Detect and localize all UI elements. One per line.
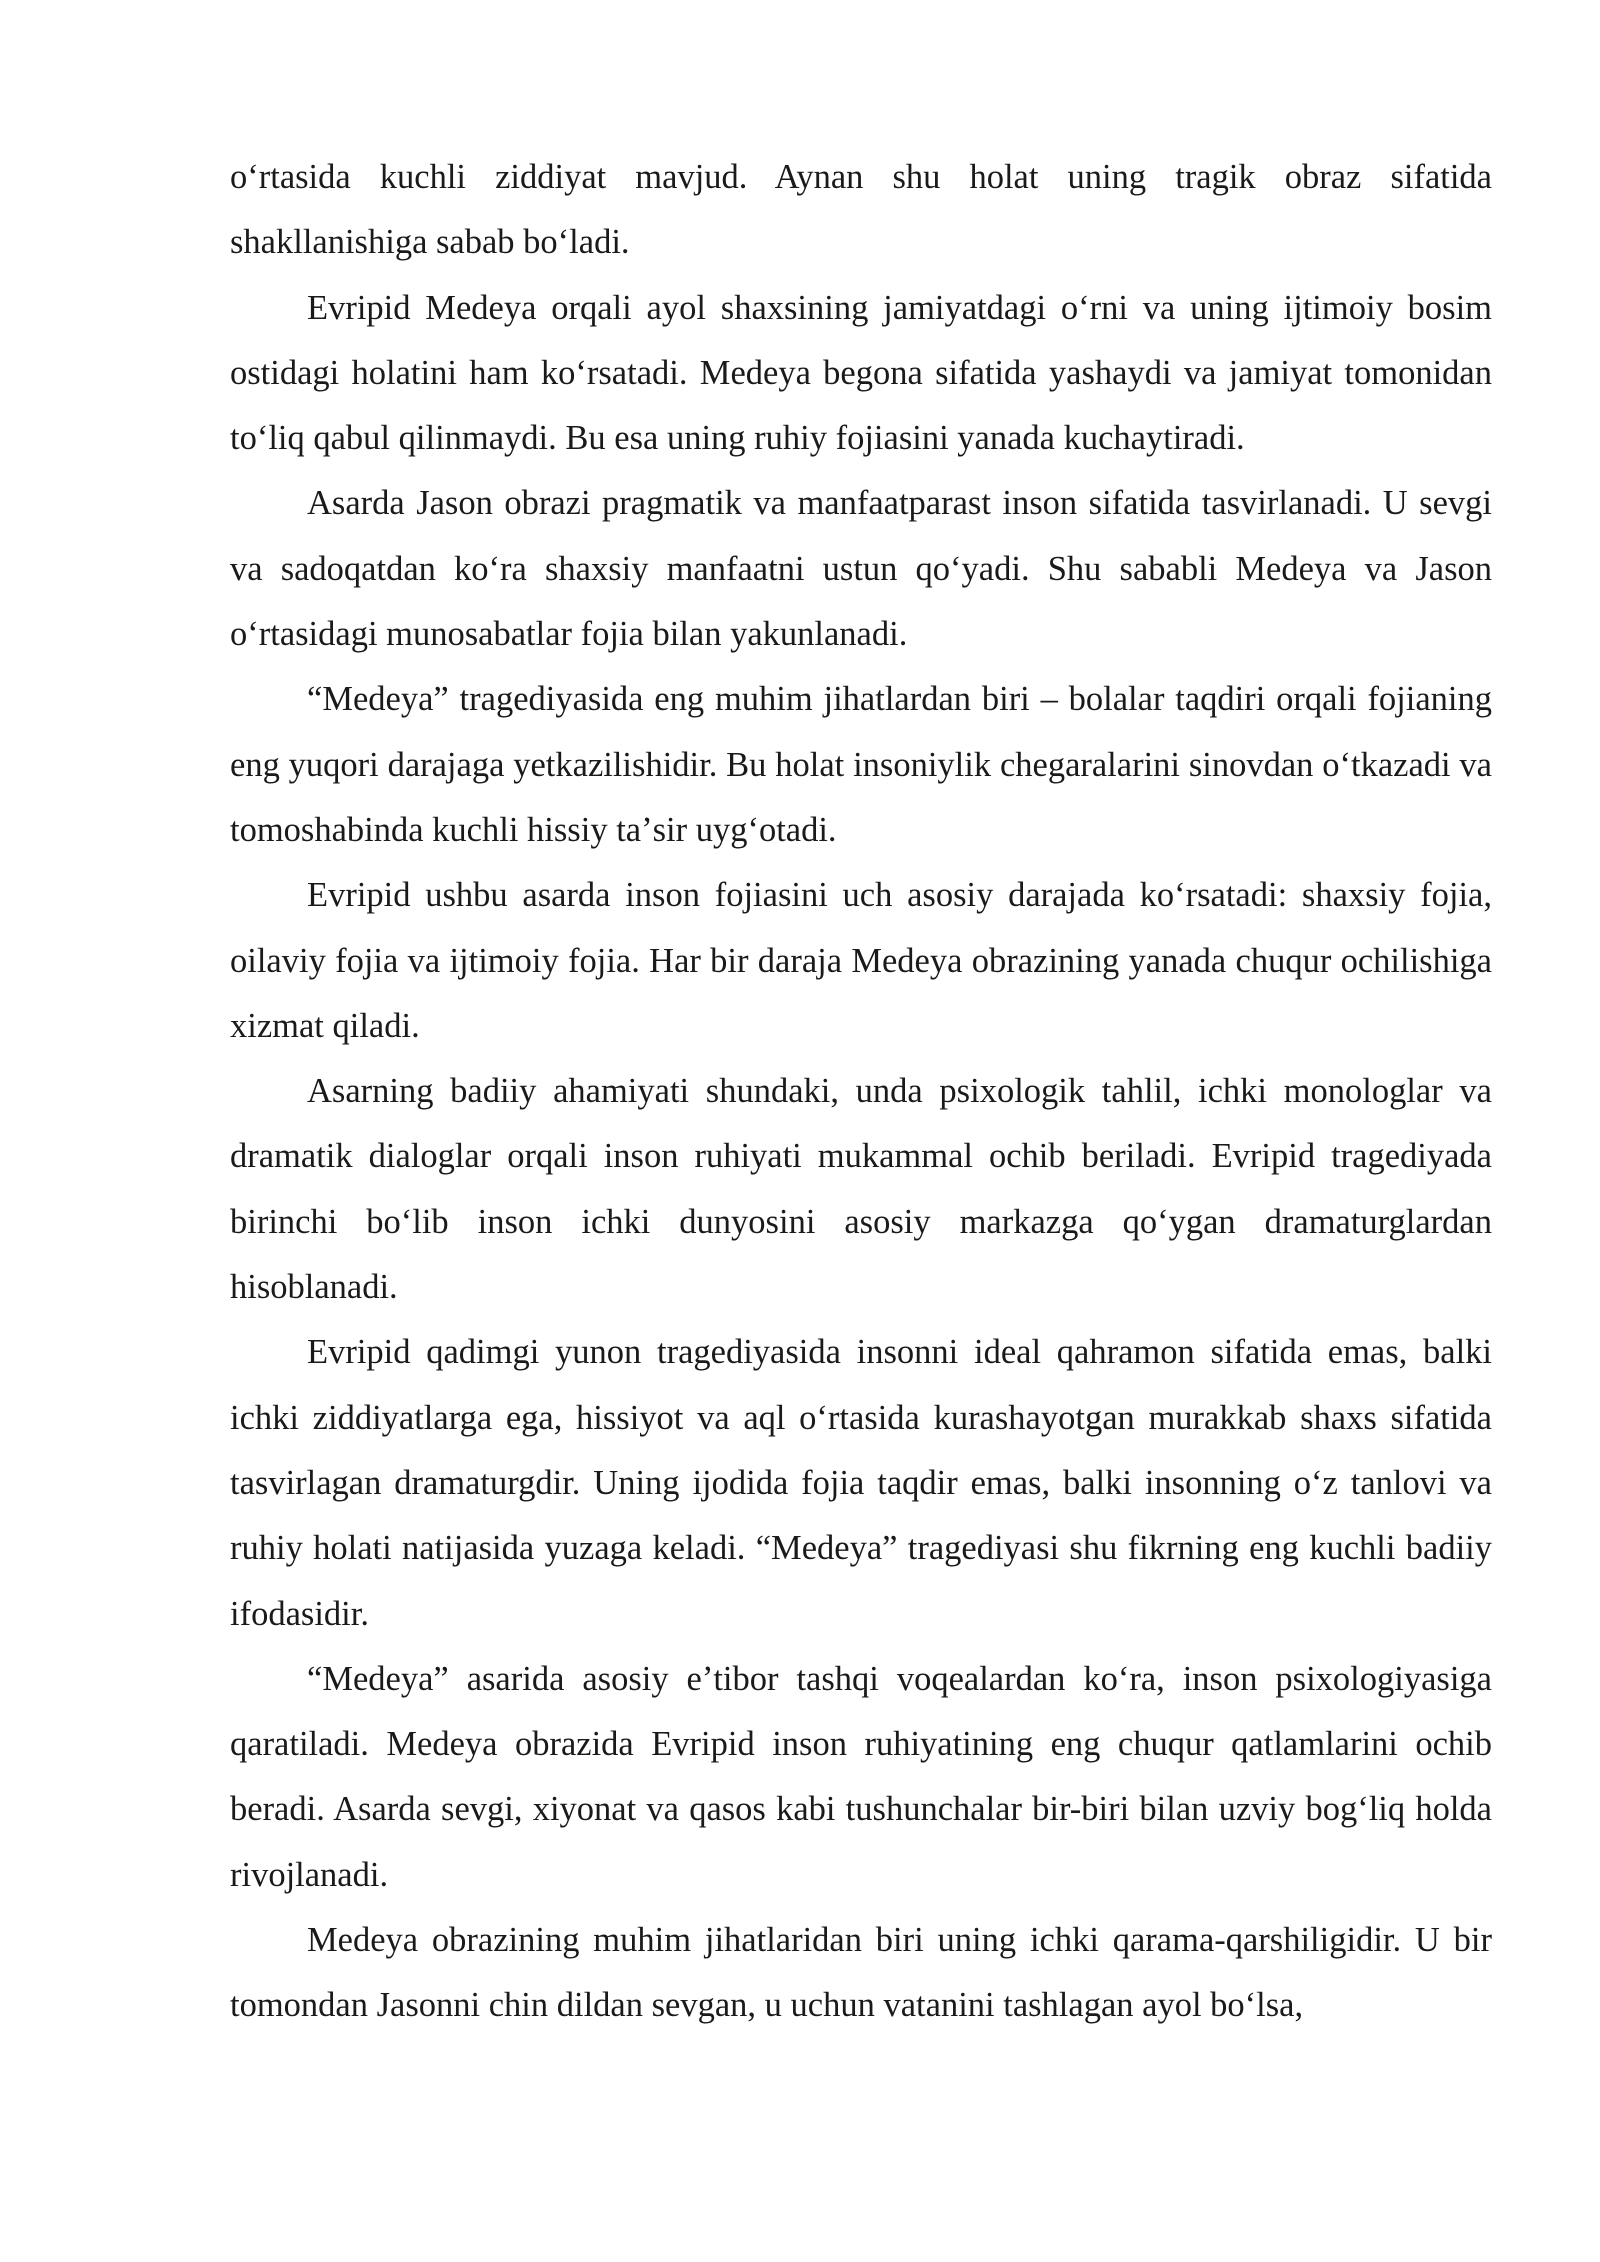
document-body [230, 145, 1492, 2039]
paragraph-4: “Medeya” tragediyasida eng muhim jihatlardan biri – bolalar taqdiri orqali fojianing eng yuqori darajaga yetkazilishidir. Bu holat insoniylik chegaralarini sinovdan oʻtkazadi va tomoshabinda kuchli hissiy taʼsir uygʻotadi. [230, 680, 1492, 849]
paragraph-2: Evripid Medeya orqali ayol shaxsining jamiyatdagi oʻrni va uning ijtimoiy bosim ostidagi holatini ham koʻrsatadi. Medeya begona sifatida yashaydi va jamiyat tomonidan toʻliq qabul qilinmaydi. Bu esa uning ruhiy fojiasini yanada kuchaytiradi. [230, 288, 1492, 458]
paragraph-8: “Medeya” asarida asosiy eʼtibor tashqi voqealardan koʻra, inson psixologiyasiga qaratiladi. Medeya obrazida Evripid inson ruhiyatining eng chuqur qatlamlarini ochib beradi. Asarda sevgi, xiyonat va qasos kabi tushunchalar bir-biri bilan uzviy bogʻliq holda rivojlanadi. [230, 1659, 1492, 1894]
paragraph-9: Medeya obrazining muhim jihatlaridan biri uning ichki qarama-qarshiligidir. U bir tomondan Jasonni chin dildan sevgan, u uchun vatanini tashlagan ayol boʻlsa, [230, 1921, 1492, 2025]
paragraph-3: Asarda Jason obrazi pragmatik va manfaatparast inson sifatida tasvirlanadi. U sevgi va sadoqatdan koʻra shaxsiy manfaatni ustun qoʻyadi. Shu sababli Medeya va Jason oʻrtasidagi munosabatlar fojia bilan yakunlanadi. [230, 484, 1492, 654]
paragraph-6: Asarning badiiy ahamiyati shundaki, unda psixologik tahlil, ichki monologlar va dramatik dialoglar orqali inson ruhiyati mukammal ochib beriladi. Evripid tragediyada birinchi boʻlib inson ichki dunyosini asosiy markazga qoʻygan dramaturglardan hisoblanadi. [230, 1072, 1492, 1307]
paragraph-7: Evripid qadimgi yunon tragediyasida insonni ideal qahramon sifatida emas, balki ichki ziddiyatlarga ega, hissiyot va aql oʻrtasida kurashayotgan murakkab shaxs sifatida tasvirlagan dramaturgdir. Uning ijodida fojia taqdir emas, balki insonning oʻz tanlovi va ruhiy holati natijasida yuzaga keladi. “Medeya” tragediyasi shu fikrning eng kuchli badiiy ifodasidir. [230, 1333, 1492, 1633]
paragraph-5: Evripid ushbu asarda inson fojiasini uch asosiy darajada koʻrsatadi: shaxsiy fojia, oilaviy fojia va ijtimoiy fojia. Har bir daraja Medeya obrazining yanada chuqur ochilishiga xizmat qiladi. [230, 876, 1492, 1045]
paragraph-1: oʻrtasida kuchli ziddiyat mavjud. Aynan shu holat uning tragik obraz sifatida shakllanishiga sabab boʻladi. [230, 158, 1492, 262]
